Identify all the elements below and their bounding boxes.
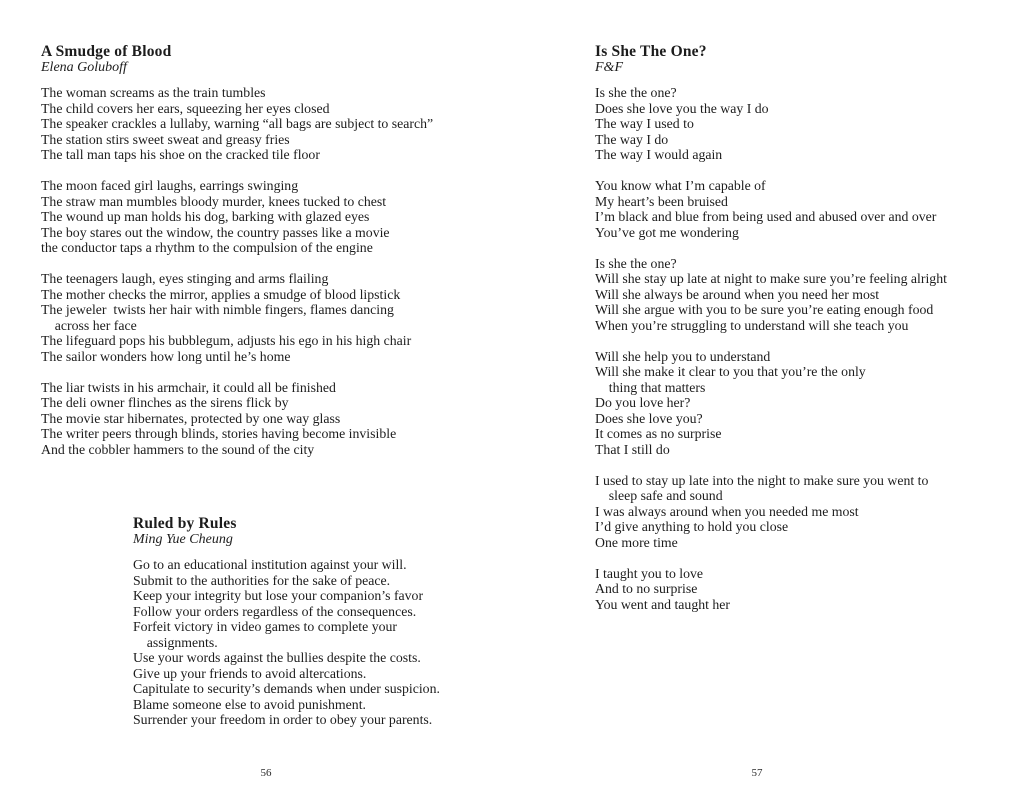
poem-line: You’ve got me wondering bbox=[595, 224, 739, 240]
stanza bbox=[41, 85, 511, 163]
poem-ruled-by-rules bbox=[133, 516, 511, 728]
poem-line: The moon faced girl laughs, earrings swinging bbox=[41, 178, 299, 193]
poem-line: Is she the one? bbox=[595, 255, 677, 271]
poem-line: I used to stay up late into the night to make sure you went to bbox=[595, 472, 929, 488]
page-number-left: 56 bbox=[260, 767, 272, 779]
poem-line: I taught you to love bbox=[595, 565, 704, 581]
poem-line: assignments. bbox=[133, 634, 218, 650]
stanza bbox=[41, 178, 511, 256]
poem-line: The wound up man holds his dog, barking with glazed eyes bbox=[41, 209, 370, 224]
poem-line: The child covers her ears, squeezing her eyes closed bbox=[41, 100, 330, 116]
poem-line: When you’re struggling to understand will she teach you bbox=[595, 317, 909, 333]
poem-a-smudge-of-blood bbox=[41, 44, 511, 457]
poem-line: The sailor wonders how long until he’s home bbox=[41, 348, 291, 364]
poem-line: Does she love you the way I do bbox=[595, 100, 769, 116]
page-57 bbox=[512, 0, 1024, 801]
poem-author: Ming Yue Cheung bbox=[133, 532, 233, 547]
poem-line: Surrender your freedom in order to obey your parents. bbox=[133, 712, 433, 727]
page-number-right: 57 bbox=[751, 767, 763, 779]
stanza bbox=[595, 178, 1015, 240]
poem-line: Blame someone else to avoid punishment. bbox=[133, 696, 366, 712]
stanza bbox=[595, 473, 1015, 551]
poem-line: The lifeguard pops his bubblegum, adjusts his ego in his high chair bbox=[41, 333, 412, 348]
poem-line: I was always around when you needed me most bbox=[595, 503, 859, 519]
poem-line: And the cobbler hammers to the sound of the city bbox=[41, 441, 315, 457]
stanza bbox=[595, 256, 1015, 334]
poem-line: The movie star hibernates, protected by one way glass bbox=[41, 410, 341, 426]
stanza bbox=[595, 349, 1015, 458]
stanza bbox=[595, 566, 1015, 613]
poem-line: The tall man taps his shoe on the cracked tile floor bbox=[41, 147, 320, 162]
poem-line: Will she argue with you to be sure you’re eating enough food bbox=[595, 302, 934, 317]
stanza bbox=[133, 557, 511, 728]
poem-title: Is She The One? bbox=[595, 43, 707, 60]
poem-line: I’d give anything to hold you close bbox=[595, 519, 789, 534]
poem-author: F&F bbox=[595, 60, 623, 75]
poem-line: I’m black and blue from being used and abused over and over bbox=[595, 209, 937, 224]
stanza bbox=[41, 271, 511, 364]
poem-line: The boy stares out the window, the country passes like a movie bbox=[41, 224, 390, 240]
poem-line: Do you love her? bbox=[595, 395, 691, 410]
poem-line: That I still do bbox=[595, 441, 670, 457]
poem-line: Does she love you? bbox=[595, 410, 703, 426]
poem-line: The station stirs sweet sweat and greasy fries bbox=[41, 131, 290, 147]
poem-line: Submit to the authorities for the sake of peace. bbox=[133, 572, 391, 588]
poem-line: And to no surprise bbox=[595, 581, 698, 596]
poem-line: the conductor taps a rhythm to the compulsion of the engine bbox=[41, 240, 373, 255]
poem-line: It comes as no surprise bbox=[595, 426, 722, 441]
poem-line: The mother checks the mirror, applies a smudge of blood lipstick bbox=[41, 286, 401, 302]
poem-line: Will she make it clear to you that you’re the only bbox=[595, 364, 866, 379]
poem-line: sleep safe and sound bbox=[595, 488, 723, 503]
poem-line: Follow your orders regardless of the consequences. bbox=[133, 603, 417, 619]
poem-line: The way I used to bbox=[595, 116, 694, 131]
poem-line: The straw man mumbles bloody murder, knees tucked to chest bbox=[41, 193, 387, 209]
poem-author: Elena Goluboff bbox=[41, 60, 127, 75]
poem-is-she-the-one bbox=[595, 44, 1015, 612]
poem-line: The writer peers through blinds, stories having become invisible bbox=[41, 426, 397, 441]
poem-line: Will she stay up late at night to make sure you’re feeling alright bbox=[595, 271, 947, 286]
poem-line: The deli owner flinches as the sirens flick by bbox=[41, 395, 289, 410]
poem-line: One more time bbox=[595, 534, 678, 550]
stanza bbox=[595, 85, 1015, 163]
poem-line: Will she always be around when you need her most bbox=[595, 286, 880, 302]
poem-line: My heart’s been bruised bbox=[595, 193, 728, 209]
poem-title: Ruled by Rules bbox=[133, 515, 237, 532]
poem-line: The jeweler twists her hair with nimble fingers, flames dancing bbox=[41, 302, 394, 317]
poem-line: Capitulate to security’s demands when under suspicion. bbox=[133, 681, 440, 696]
poem-line: The way I would again bbox=[595, 147, 723, 162]
poem-line: The liar twists in his armchair, it could all be finished bbox=[41, 379, 336, 395]
stanza bbox=[41, 380, 511, 458]
poem-line: The speaker crackles a lullaby, warning “all bags are subject to search” bbox=[41, 116, 434, 131]
poem-line: Keep your integrity but lose your companion’s favor bbox=[133, 588, 424, 603]
poem-line: The teenagers laugh, eyes stinging and arms flailing bbox=[41, 271, 329, 286]
poem-line: Use your words against the bullies despite the costs. bbox=[133, 650, 421, 665]
poem-title: A Smudge of Blood bbox=[41, 43, 172, 60]
poem-line: Give up your friends to avoid altercations. bbox=[133, 665, 367, 681]
poem-line: Will she help you to understand bbox=[595, 348, 771, 364]
poem-line: The woman screams as the train tumbles bbox=[41, 85, 266, 100]
poem-line: Forfeit victory in video games to complete your bbox=[133, 619, 397, 634]
poem-line: thing that matters bbox=[595, 379, 706, 395]
poem-line: across her face bbox=[41, 317, 137, 333]
poem-line: You know what I’m capable of bbox=[595, 178, 766, 193]
poem-line: The way I do bbox=[595, 131, 669, 147]
poem-line: Is she the one? bbox=[595, 85, 677, 100]
poem-line: Go to an educational institution against your will. bbox=[133, 557, 407, 572]
poem-line: You went and taught her bbox=[595, 596, 731, 612]
